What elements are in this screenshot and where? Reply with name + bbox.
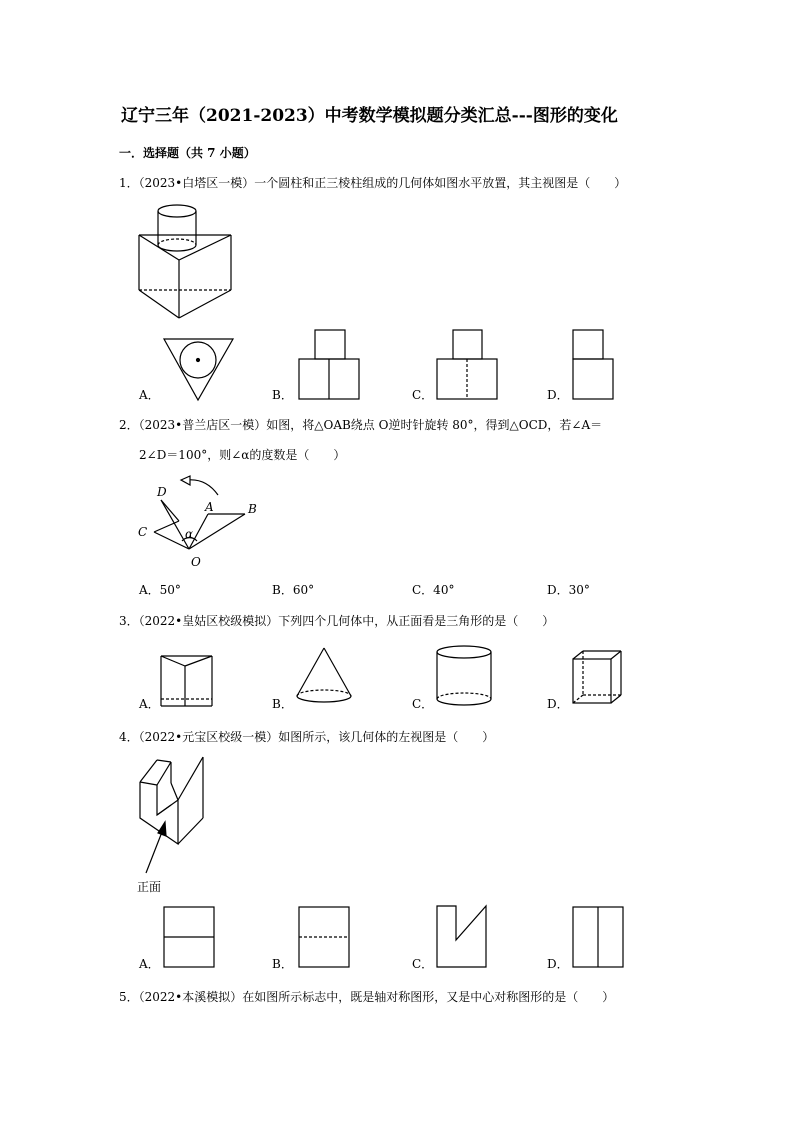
section-heading: 一．选择题（共 7 小题） [119,146,256,160]
q2-option-d[interactable]: D．30° [547,583,590,597]
question-4-text: 4．（2022•元宝区校级一模）如图所示，该几何体的左视图是（ ） [119,730,495,744]
q2-option-c[interactable]: C．40° [412,583,455,597]
q4-front-label: 正面 [137,880,162,894]
question-2-line-1: 2．（2023•普兰店区一模）如图，将△OAB绕点 O逆时针旋转 80°，得到△OCD，若∠A＝ [119,418,603,432]
q2-option-b[interactable]: B．60° [272,583,315,597]
q4-option-b-figure [299,907,349,967]
question-1-text: 1．（2023•白塔区一模）一个圆柱和正三棱柱组成的几何体如图水平放置，其主视图是（ ） [119,176,627,190]
question-2-line-2: 2∠D＝100°，则∠α的度数是（ ） [139,448,346,462]
q3-option-a[interactable]: A． [139,697,160,711]
q2-label-b: B [248,502,257,516]
q4-option-a-figure [164,907,214,967]
q4-option-c[interactable]: C． [412,957,434,971]
q2-label-c: C [138,525,148,539]
question-5-text: 5．（2022•本溪模拟）在如图所示标志中，既是轴对称图形，又是中心对称图形的是（ ） [119,990,615,1004]
question-3-text: 3．（2022•皇姑区校级模拟）下列四个几何体中，从正面看是三角形的是（ ） [119,614,555,628]
q4-option-a[interactable]: A． [139,957,160,971]
q2-label-a: A [205,500,214,514]
q4-option-c-figure [437,906,486,967]
q2-label-d: D [157,485,167,499]
q4-solid-figure [140,757,203,873]
q1-option-b[interactable]: B． [272,388,293,402]
q4-option-b[interactable]: B． [272,957,293,971]
q2-label-alpha: α [185,527,194,541]
q3-option-d[interactable]: D． [547,697,569,711]
q1-option-d[interactable]: D． [547,388,569,402]
q3-option-c[interactable]: C． [412,697,434,711]
q1-option-c[interactable]: C． [412,388,434,402]
q2-option-a[interactable]: A．50° [139,583,181,597]
page-title: 辽宁三年（2021-2023）中考数学模拟题分类汇总---图形的变化 [121,106,618,126]
q3-option-b[interactable]: B． [272,697,293,711]
q4-option-d[interactable]: D． [547,957,569,971]
q1-option-a[interactable]: A． [139,388,160,402]
q2-label-o: O [191,555,201,569]
q4-option-d-figure [573,907,623,967]
